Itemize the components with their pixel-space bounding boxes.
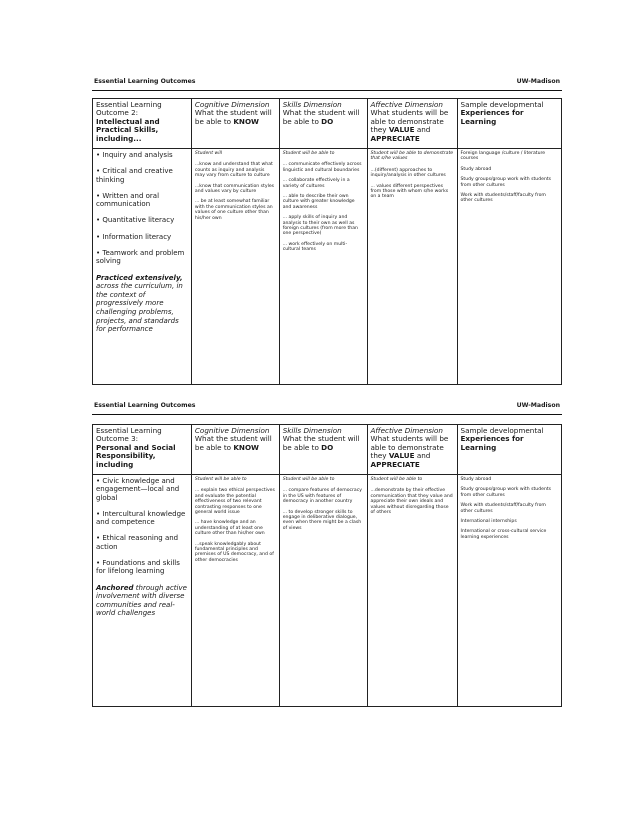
skills-cell: Student will be able to ... communicate effectively across linguistic and cultural boundaries ... collaborate effectively in a variety of cultures ... able to describe their own culture with greater knowledge and awareness ... apply skills of inquiry and analysis to their own as well as foreign cultures (from more than one perspective) ... work effectively on multi-cultural teams xyxy=(279,149,367,385)
skills-cell: Student will be able to ... compare features of democracy in the US with features of democracy in another country ... to develop stronger skills to engage in deliberative dialogue, even when there might be a clash of views xyxy=(279,475,367,707)
list-item: • Foundations and skills for lifelong learning xyxy=(96,559,180,576)
list-item: • Inquiry and analysis xyxy=(96,151,173,159)
header-right: UW-Madison xyxy=(516,78,560,85)
list-item: ...(different) approaches to inquiry/analysis in other cultures xyxy=(370,167,446,179)
outcome-items xyxy=(93,475,192,707)
list-item: Foreign language /culture / literature courses xyxy=(460,151,546,162)
sample-cell xyxy=(457,475,561,707)
list-item: • Teamwork and problem solving xyxy=(96,249,185,266)
list-item: International or cross-cultural service learning experiences xyxy=(460,529,547,540)
list-item: ...know and understand that what counts as inquiry and analysis may vary from culture to culture xyxy=(194,162,273,179)
list-item: Study groups/group work with students from other cultures xyxy=(460,177,552,188)
affective-cell: Student will be able to ...demonstrate by their effective communication that they value and appreciate their own ideals and values without disregarding those of others xyxy=(367,475,457,707)
list-item: • Information literacy xyxy=(96,232,172,241)
list-item: ... able to describe their own culture with greater knowledge and awareness xyxy=(282,194,355,210)
list-item: • Written and oral communication xyxy=(96,191,160,209)
list-item: ...know that communication styles and values vary by culture xyxy=(194,183,275,195)
skills-heading: Skills Dimension What the student will be able to DO xyxy=(279,425,367,475)
list-item: ...speak knowledgably about fundamental principles and premises of US democracy, and of other democracies xyxy=(194,541,274,563)
outcome-items xyxy=(93,149,192,385)
list-item: ... collaborate effectively in a variety of cultures xyxy=(282,178,350,189)
header-right: UW-Madison xyxy=(516,402,560,409)
list-item: • Critical and creative thinking xyxy=(96,167,173,184)
list-item: ... values different perspectives from those with whom s/he works on a team xyxy=(370,183,449,200)
header-left: Essential Learning Outcomes xyxy=(94,402,196,409)
affective-cell: Student will be able to demonstrate that s/he values ...(different) approaches to inquiry/analysis in other cultures ... values different perspectives from those with whom s/he works on a team xyxy=(367,149,457,385)
list-item: ... be at least somewhat familiar with the communication styles an values of one culture other than his/her own xyxy=(194,199,273,221)
list-item: ... apply skills of inquiry and analysis to their own as well as foreign cultures (from more than one perspective) xyxy=(282,215,358,237)
list-item: • Intercultural knowledge and competence xyxy=(96,509,186,527)
list-item: ... work effectively on multi-cultural teams xyxy=(282,241,348,253)
cognitive-cell: Student will ...know and understand that what counts as inquiry and analysis may vary from culture to culture ...know that communication styles and values vary by culture ... be at least somewhat familiar with the communication styles an values of one culture other than his/her own xyxy=(191,149,279,385)
list-item: ... communicate effectively across linguistic and cultural boundaries xyxy=(282,162,362,173)
list-item: • Civic knowledge and engagement—local and global xyxy=(96,477,180,502)
outcome-heading: Essential Learning Outcome 2: Intellectual and Practical Skills, including... xyxy=(93,99,192,149)
sample-heading: Sample developmental Experiences for Learning xyxy=(457,99,561,149)
list-item: Study groups/group work with students from other cultures xyxy=(460,487,552,498)
list-item: Work with students/staff/faculty from other cultures xyxy=(460,193,546,204)
affective-heading: Affective Dimension What students will be able to demonstrate they VALUE and APPRECIATE xyxy=(367,99,457,149)
cognitive-heading: Cognitive Dimension What the student will be able to KNOW xyxy=(191,99,279,149)
list-item: ... to develop stronger skills to engage in deliberative dialogue, even when there might be a clash of views xyxy=(282,509,362,531)
sample-heading: Sample developmental Experiences for Learning xyxy=(457,425,561,475)
list-item: International internships xyxy=(460,519,517,525)
outcome-table xyxy=(92,424,562,707)
list-item: ... compare features of democracy in the US with features of democracy in another country xyxy=(282,488,362,505)
list-item: Study abroad xyxy=(460,166,492,172)
section-header xyxy=(92,402,562,415)
outcome-table xyxy=(92,98,562,385)
outcome-heading: Essential Learning Outcome 3: Personal and Social Responsibility, including xyxy=(93,425,192,475)
list-item: ... explain two ethical perspectives and evaluate the potential effectiveness of two relevant contrasting responses to one general world issue xyxy=(194,488,275,516)
list-item: Study abroad xyxy=(460,477,492,482)
cognitive-heading: Cognitive Dimension What the student will be able to KNOW xyxy=(191,425,279,475)
list-item: ...demonstrate by their effective communication that they value and appreciate their own ideals and values without disregarding those of others xyxy=(370,488,453,516)
skills-heading: Skills Dimension What the student will be able to DO xyxy=(279,99,367,149)
affective-heading: Affective Dimension What students will be able to demonstrate they VALUE and APPRECIATE xyxy=(367,425,457,475)
header-left: Essential Learning Outcomes xyxy=(94,78,196,85)
list-item: ... have knowledge and an understanding of at least one culture other than his/her own xyxy=(194,520,265,537)
emphasis-note: Anchored through active involvement with diverse communities and real-world challenges xyxy=(96,583,187,618)
list-item: • Ethical reasoning and action xyxy=(96,534,179,551)
section-header xyxy=(92,78,562,91)
list-item: Work with students/staff/faculty from other cultures xyxy=(460,503,546,514)
emphasis-note: Practiced extensively, across the curriculum, in the context of progressively more challenging problems, projects, and standards for performance xyxy=(96,273,183,334)
list-item: • Quantitative literacy xyxy=(96,216,175,225)
cognitive-cell: Student will be able to ... explain two ethical perspectives and evaluate the potential effectiveness of two relevant contrasting responses to one general world issue ... have knowledge and an understanding of at least one culture other than his/her own ...speak knowledgably about fundamental principles and premises of US democracy, and of other democracies xyxy=(191,475,279,707)
sample-cell xyxy=(457,149,561,385)
